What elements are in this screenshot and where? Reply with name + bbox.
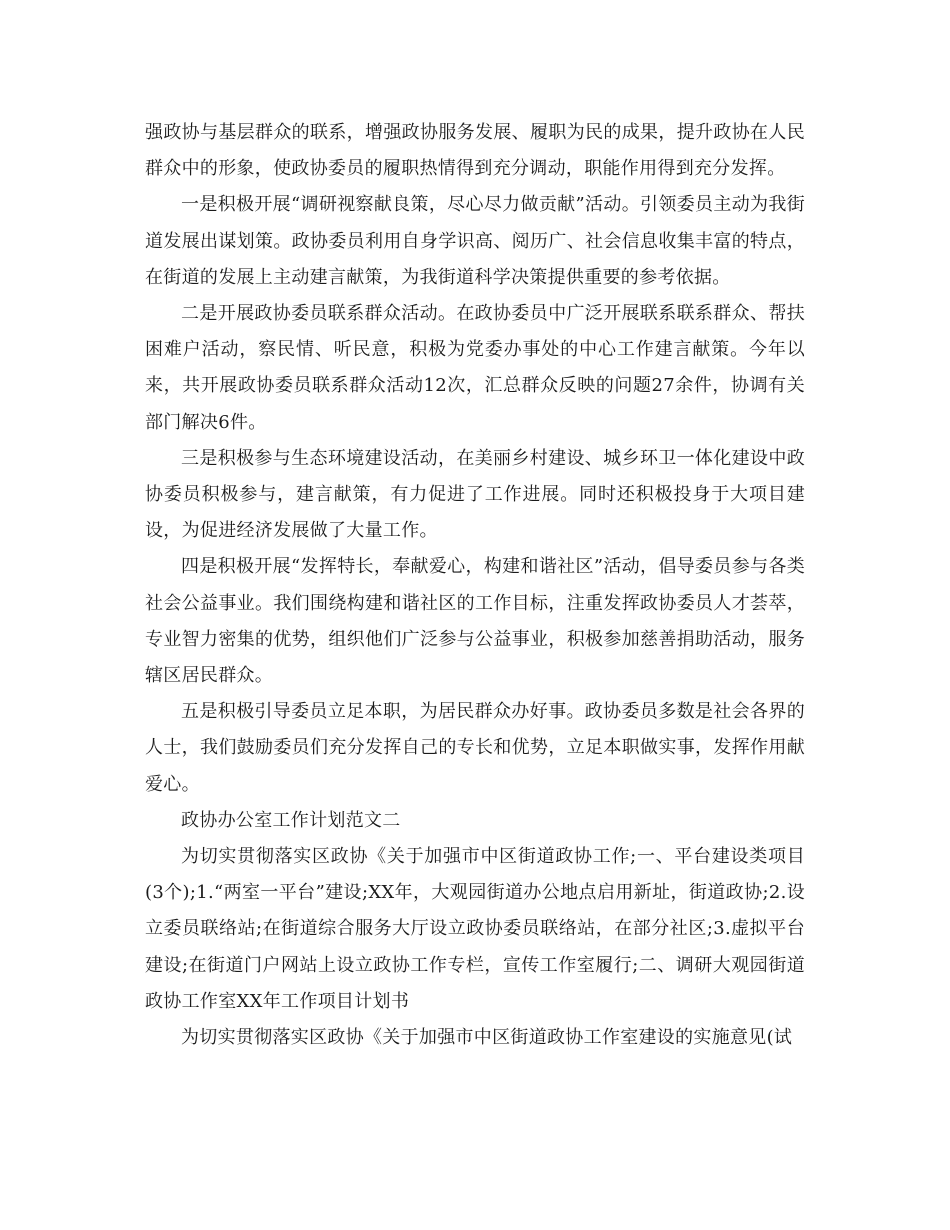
paragraph-8: 为切实贯彻落实区政协《关于加强市中区街道政协工作室建设的实施意见(试 [181,1027,793,1049]
paragraph-5: 四是积极开展“发挥特长，奉献爱心，构建和谐社区”活动，倡导委员参与各类社会公益事业。我们围绕构建和谐社区的工作目标，注重发挥政协委员人才荟萃，专业智力密集的优势，组织他们广泛参与公益事业，积极参加慈善捐助活动，服务辖区居民群众。 [145,556,805,687]
paragraph-3: 二是开展政协委员联系群众活动。在政协委员中广泛开展联系联系群众、帮扶困难户活动，察民情、听民意，积极为党委办事处的中心工作建言献策。今年以来，共开展政协委员联系群众活动12次，汇总群众反映的问题27余件，协调有关部门解决6件。 [145,303,805,433]
paragraph-7: 为切实贯彻落实区政协《关于加强市中区街道政协工作;一、平台建设类项目(3个);1.“两室一平台”建设;XX年，大观园街道办公地点启用新址，街道政协;2.设立委员联络站;在街道综合服务大厅设立政协委员联络站，在部分社区;3.虚拟平台建设;在街道门户网站上设立政协工作专栏，宣传工作室履行;二、调研大观园街道政协工作室XX年工作项目计划书 [145,846,805,1012]
section-heading: 政协办公室工作计划范文二 [181,809,401,831]
paragraph-2: 一是积极开展“调研视察献良策，尽心尽力做贡献”活动。引领委员主动为我街道发展出谋划策。政协委员利用自身学识高、阅历广、社会信息收集丰富的特点，在街道的发展上主动建言献策，为我街道科学决策提供重要的参考依据。 [145,194,805,288]
paragraph-6: 五是积极引导委员立足本职，为居民群众办好事。政协委员多数是社会各界的人士，我们鼓励委员们充分发挥自己的专长和优势，立足本职做实事，发挥作用献爱心。 [145,701,805,795]
document-page [145,115,805,1056]
paragraph-4: 三是积极参与生态环境建设活动，在美丽乡村建设、城乡环卫一体化建设中政协委员积极参与，建言献策，有力促进了工作进展。同时还积极投身于大项目建设，为促进经济发展做了大量工作。 [145,447,805,542]
paragraph-1: 强政协与基层群众的联系，增强政协服务发展、履职为民的成果，提升政协在人民群众中的形象，使政协委员的履职热情得到充分调动，职能作用得到充分发挥。 [145,122,805,180]
